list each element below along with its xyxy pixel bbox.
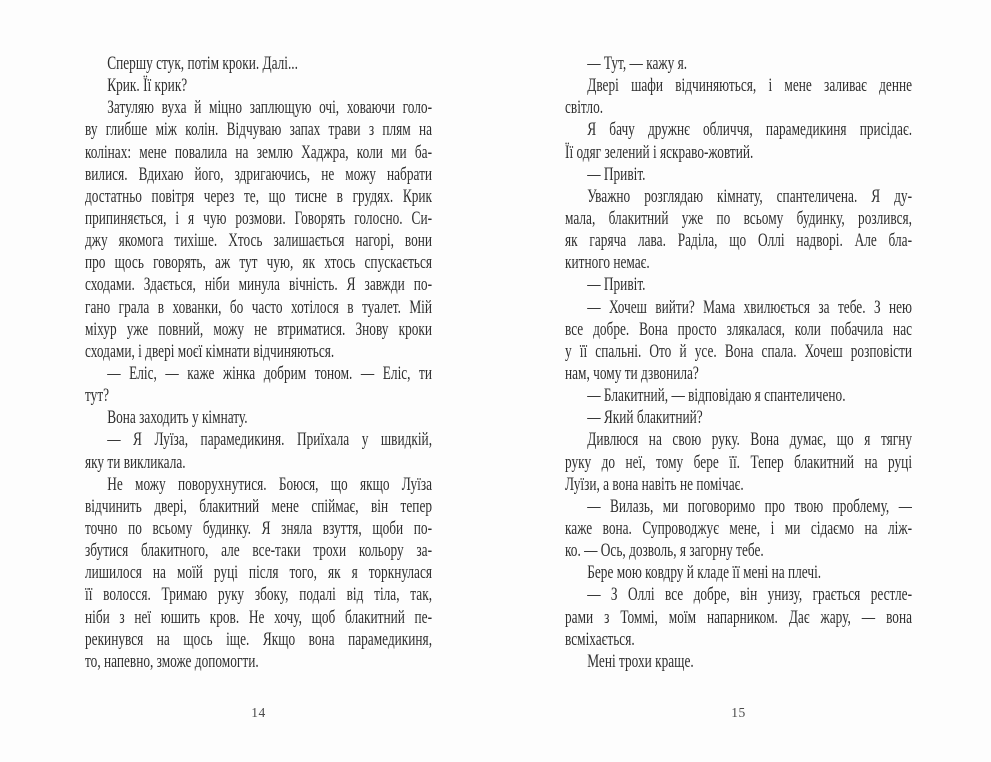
text-line: каже вона. Супроводжує мене, і ми сідаємо на ліж-: [565, 517, 913, 539]
text-line: припиняється, і я чую розмови. Говорять голосно. Си-: [85, 207, 433, 229]
text-line: у її спальні. Ото й усе. Вона спала. Хочеш розповісти: [565, 340, 913, 362]
right-page-text: [565, 53, 912, 673]
text-line: сходами. Здається, ніби минула вічність. Я завжди по-: [85, 274, 433, 296]
text-line: Мені трохи краще.: [587, 650, 694, 672]
text-line: Бере мою ковдру й кладе її мені на плечі.: [587, 562, 822, 584]
text-line: руку до неї, тому бере її. Тепер блакитний на руці: [565, 451, 913, 473]
text-line: міхур уже повний, можу не втриматися. Знову кроки: [85, 318, 433, 340]
text-line: — Привіт.: [587, 274, 646, 296]
text-line: нам, чому ти дзвонила?: [565, 362, 699, 384]
text-line: — Тут, — кажу я.: [587, 53, 688, 74]
text-line: світло.: [565, 97, 604, 119]
text-line: Крик. Її крик?: [107, 75, 188, 97]
text-line: — З Оллі все добре, він унизу, грається рестле-: [587, 584, 913, 606]
text-line: всміхається.: [565, 628, 635, 650]
text-line: гано грала в хованки, бо часто хотілося в туалет. Мій: [85, 296, 433, 318]
text-line: точно по всьому будинку. Я зняла взуття, щоби по-: [85, 517, 433, 539]
text-line: тут?: [85, 385, 110, 407]
text-line: збутися блакитного, але все-таки трохи кольору за-: [85, 540, 433, 562]
text-line: рекинувся на щось іще. Якщо вона парамедикиня,: [85, 628, 433, 650]
text-line: — Вилазь, ми поговоримо про твою проблему, —: [587, 495, 913, 517]
text-line: вилися. Вдихаю його, здригаючись, не можу набрати: [85, 163, 433, 185]
text-line: Спершу стук, потім кроки. Далі...: [107, 53, 298, 74]
text-line: Її одяг зелений і яскраво-жовтий.: [565, 141, 754, 163]
text-line: її волосся. Тримаю руку збоку, подалі від тіла, так,: [85, 584, 433, 606]
left-page-number: 14: [251, 705, 266, 720]
text-line: сходами, і двері моєї кімнати відчиняються.: [85, 340, 335, 362]
text-line: яку ти викликала.: [85, 451, 186, 473]
text-line: — Я Луїза, парамедикиня. Приїхала у швидкій,: [107, 429, 433, 451]
right-page-number: 15: [731, 705, 746, 720]
text-line: — Блакитний, — відповідаю я спантеличено.: [587, 385, 846, 407]
text-line: Дивлюся на свою руку. Вона думає, що я тягну: [587, 429, 913, 451]
text-line: — Привіт.: [587, 163, 646, 185]
text-line: рами з Томмі, моїм напарником. Дає жару, — вона: [565, 606, 913, 628]
text-line: відчинить двері, блакитний мене спіймає, він тепер: [85, 495, 433, 517]
text-line: про щось говорять, аж тут чую, як хтось спускається: [85, 252, 433, 274]
text-line: — Хочеш вийти? Мама хвилюється за тебе. З нею: [587, 296, 913, 318]
text-line: Двері шафи відчиняються, і мене заливає денне: [587, 75, 913, 97]
text-line: мала, блакитний уже по всьому будинку, розлився,: [565, 207, 913, 229]
text-line: Луїзи, а вона навіть не помічає.: [565, 473, 744, 495]
text-line: достатньо повітря через те, що тисне в грудях. Крик: [85, 185, 433, 207]
text-line: ніби з неї юшить кров. Не хочу, щоб блакитний пе-: [85, 606, 433, 628]
text-line: Уважно розглядаю кімнату, спантеличена. Я ду-: [587, 185, 913, 207]
text-line: лишилося на моїй руці після того, як я торкнулася: [85, 562, 433, 584]
text-line: як гаряча лава. Раділа, що Оллі надворі. Але бла-: [565, 230, 913, 252]
text-line: Не можу поворухнутися. Боюся, що якщо Луїза: [107, 473, 433, 495]
text-line: ву глибше між колін. Відчуваю запах трави з плям на: [85, 119, 433, 141]
text-line: Затуляю вуха й міцно заплющую очі, ховаючи голо-: [107, 97, 433, 119]
text-line: колінах: мене повалила на землю Хаджра, коли ми ба-: [85, 141, 433, 163]
text-line: ко. — Ось, дозволь, я загорну тебе.: [565, 540, 764, 562]
text-line: — Який блакитний?: [587, 407, 703, 429]
left-page-text: [85, 53, 432, 673]
text-line: — Еліс, — каже жінка добрим тоном. — Еліс, ти: [107, 362, 433, 384]
text-line: то, напевно, зможе допомогти.: [85, 650, 259, 672]
text-line: китного немає.: [565, 252, 650, 274]
text-line: все добре. Вона просто злякалася, коли побачила нас: [565, 318, 913, 340]
text-line: Вона заходить у кімнату.: [107, 407, 248, 429]
text-line: джу якомога тихіше. Хтось залишається нагорі, вони: [85, 230, 433, 252]
text-line: Я бачу дружнє обличчя, парамедикиня присідає.: [587, 119, 913, 141]
